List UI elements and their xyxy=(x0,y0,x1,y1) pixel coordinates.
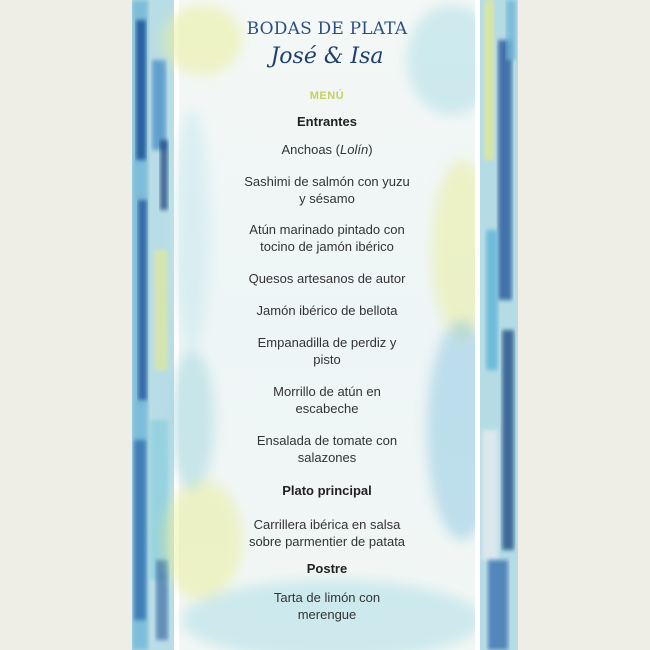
couple-names: José & Isa xyxy=(270,44,384,69)
menu-item xyxy=(180,432,474,466)
menu-label: MENÚ xyxy=(309,90,345,102)
right-paint-strip xyxy=(480,0,518,650)
event-title: BODAS DE PLATA xyxy=(246,19,408,39)
menu-item xyxy=(180,302,474,319)
menu-item xyxy=(180,221,474,255)
menu-item xyxy=(180,334,474,368)
menu-item-line: sobre parmentier de patata xyxy=(248,534,406,549)
menu-item-line: Quesos artesanos de autor xyxy=(248,271,406,286)
menu-item-italic: Lolín xyxy=(340,142,369,157)
menu-item-line: Tarta de limón con xyxy=(273,590,381,605)
menu-item-line: Sashimi de salmón con yuzu xyxy=(244,174,410,189)
menu-item-line: Atún marinado pintado con xyxy=(249,222,405,237)
menu-item-line: escabeche xyxy=(295,401,359,416)
menu-item-line: Ensalada de tomate con xyxy=(256,433,398,448)
menu-item-line: Empanadilla de perdiz y xyxy=(257,335,397,350)
menu-card xyxy=(132,0,518,650)
menu-item-text: Anchoas ( xyxy=(281,142,340,157)
section-heading-entrantes: Entrantes xyxy=(297,114,357,129)
menu-item-line: Morrillo de atún en xyxy=(273,384,381,399)
menu-item-text: ) xyxy=(368,142,373,157)
menu-item-line xyxy=(180,141,474,158)
menu-item xyxy=(180,589,474,623)
menu-item-line: tocino de jamón ibérico xyxy=(260,239,394,254)
section-heading-plato-principal: Plato principal xyxy=(282,483,372,498)
menu-content xyxy=(180,0,474,650)
menu-item-line: Carrillera ibérica en salsa xyxy=(253,517,401,532)
menu-item xyxy=(180,270,474,287)
menu-item-line: y sésamo xyxy=(299,191,355,206)
menu-item-line: Jamón ibérico de bellota xyxy=(256,303,398,318)
menu-item xyxy=(180,383,474,417)
menu-item-line: pisto xyxy=(313,352,341,367)
menu-item xyxy=(180,173,474,207)
menu-item-line: merengue xyxy=(297,607,357,622)
menu-item-line: salazones xyxy=(297,450,357,465)
menu-item xyxy=(180,516,474,550)
menu-item xyxy=(180,141,474,158)
section-heading-postre: Postre xyxy=(306,561,348,576)
